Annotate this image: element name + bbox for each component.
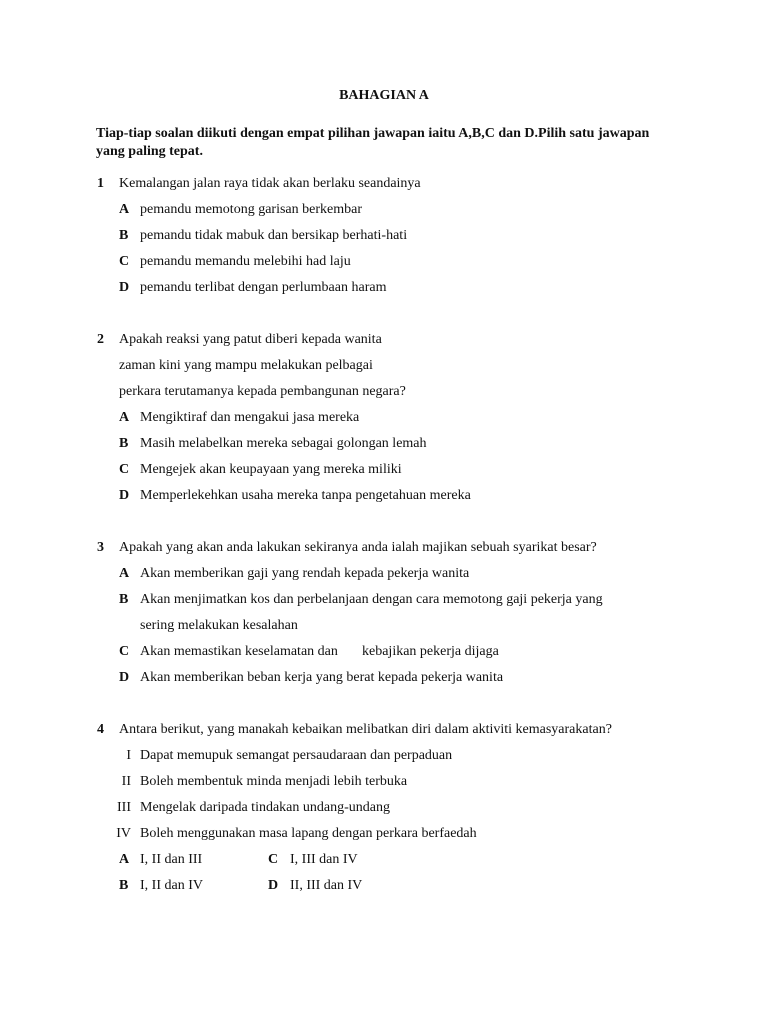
option-text: Memperlekehkan usaha mereka tanpa pengetahuan mereka bbox=[140, 488, 471, 503]
question-text-line: zaman kini yang mampu melakukan pelbagai bbox=[119, 358, 373, 373]
question-text-line: perkara terutamanya kepada pembangunan negara? bbox=[119, 384, 406, 399]
question-number: 4 bbox=[97, 722, 104, 737]
option-letter: C bbox=[119, 644, 130, 659]
option-text: I, III dan IV bbox=[290, 852, 358, 867]
option-letter: C bbox=[268, 852, 279, 867]
option-letter: A bbox=[119, 410, 130, 425]
option-text: Akan menjimatkan kos dan perbelanjaan dengan cara memotong gaji pekerja yang bbox=[140, 592, 603, 607]
question-number: 2 bbox=[97, 332, 104, 347]
question-text-line: Apakah reaksi yang patut diberi kepada wanita bbox=[119, 332, 382, 347]
option-text: Akan memberikan beban kerja yang berat kepada pekerja wanita bbox=[140, 670, 504, 685]
option-text: pemandu tidak mabuk dan bersikap berhati-hati bbox=[140, 228, 408, 243]
question-text: Antara berikut, yang manakah kebaikan melibatkan diri dalam aktiviti kemasyarakatan? bbox=[119, 722, 612, 737]
option-text: pemandu terlibat dengan perlumbaan haram bbox=[140, 280, 387, 295]
option-letter: B bbox=[119, 878, 129, 893]
statement-text: Boleh membentuk minda menjadi lebih terbuka bbox=[140, 774, 408, 789]
roman-numeral: II bbox=[121, 774, 131, 789]
option-text: Akan memberikan gaji yang rendah kepada pekerja wanita bbox=[140, 566, 470, 581]
option-letter: A bbox=[119, 566, 130, 581]
roman-numeral: IV bbox=[116, 826, 131, 841]
option-text: Mengejek akan keupayaan yang mereka miliki bbox=[140, 462, 402, 477]
section-title: BAHAGIAN A bbox=[339, 88, 429, 103]
question-text: Apakah yang akan anda lakukan sekiranya anda ialah majikan sebuah syarikat besar? bbox=[119, 540, 597, 555]
question-number: 1 bbox=[97, 176, 104, 191]
option-letter: A bbox=[119, 852, 130, 867]
option-letter: B bbox=[119, 228, 129, 243]
instruction-text: Tiap-tiap soalan diikuti dengan empat pilihan jawapan iaitu A,B,C dan D.Pilih satu jawapan yang paling tepat. bbox=[96, 126, 650, 159]
option-text: Masih melabelkan mereka sebagai golongan lemah bbox=[140, 436, 427, 451]
roman-numeral: I bbox=[126, 748, 131, 763]
option-text-second-part: kebajikan pekerja dijaga bbox=[362, 644, 499, 659]
option-text: I, II dan III bbox=[140, 852, 203, 867]
option-text: Mengiktiraf dan mengakui jasa mereka bbox=[140, 410, 360, 425]
option-letter: D bbox=[119, 670, 130, 685]
statement-text: Dapat memupuk semangat persaudaraan dan perpaduan bbox=[140, 748, 453, 763]
option-text-continued: sering melakukan kesalahan bbox=[140, 618, 298, 633]
option-text: pemandu memandu melebihi had laju bbox=[140, 254, 351, 269]
option-letter: D bbox=[119, 488, 130, 503]
option-letter: D bbox=[119, 280, 130, 295]
option-letter: C bbox=[119, 462, 130, 477]
option-letter: C bbox=[119, 254, 130, 269]
question-number: 3 bbox=[97, 540, 104, 555]
roman-numeral: III bbox=[117, 800, 131, 815]
option-text: Akan memastikan keselamatan dan bbox=[140, 644, 338, 659]
question-text: Kemalangan jalan raya tidak akan berlaku seandainya bbox=[119, 176, 421, 191]
statement-text: Boleh menggunakan masa lapang dengan perkara berfaedah bbox=[140, 826, 477, 841]
option-letter: D bbox=[268, 878, 279, 893]
option-text: pemandu memotong garisan berkembar bbox=[140, 202, 362, 217]
option-letter: A bbox=[119, 202, 130, 217]
option-letter: B bbox=[119, 436, 129, 451]
statement-text: Mengelak daripada tindakan undang-undang bbox=[140, 800, 390, 815]
option-text: I, II dan IV bbox=[140, 878, 203, 893]
option-text: II, III dan IV bbox=[290, 878, 363, 893]
option-letter: B bbox=[119, 592, 129, 607]
